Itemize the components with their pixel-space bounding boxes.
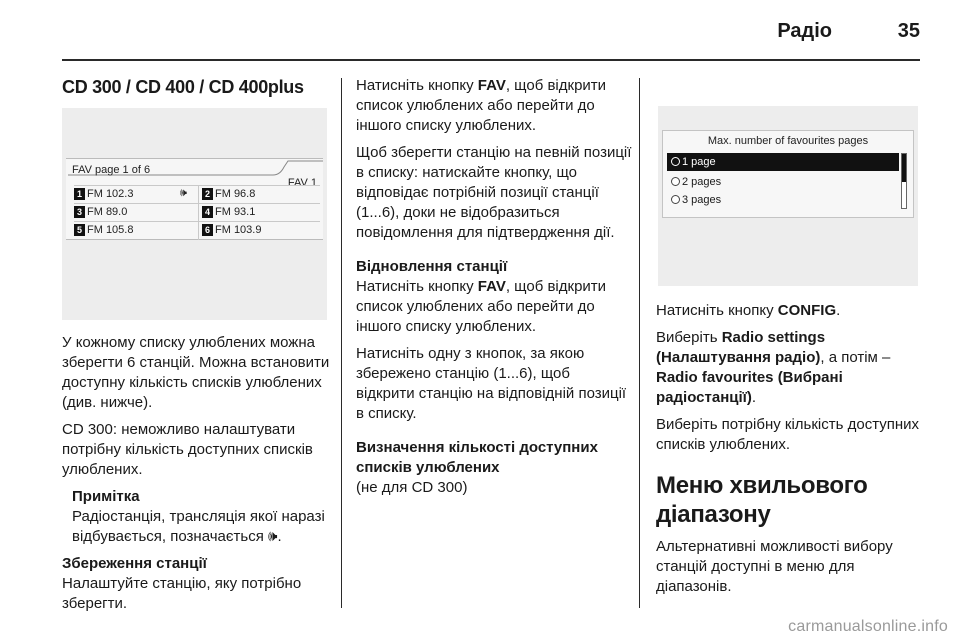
section-title: CD 300 / CD 400 / CD 400plus: [62, 77, 304, 97]
radio-settings-ref: Radio settings (Налаштування радіо): [656, 329, 826, 366]
middle-column: [356, 76, 632, 505]
paragraph: Натисніть кнопку CONFIG.: [656, 302, 841, 319]
config-button-ref: CONFIG: [777, 302, 837, 319]
column-divider-1: [341, 78, 342, 608]
scrollbar[interactable]: [901, 153, 907, 209]
radio-favourites-ref: Radio favourites (Вибрані радіостанції): [656, 369, 843, 406]
watermark: carmanualsonline.info: [788, 618, 948, 635]
paragraph: Налаштуйте станцію, яку потрібно зберегти.: [62, 575, 302, 612]
heading-band-menu: Меню хвильового діапазону: [656, 472, 868, 528]
fav-station-slot-3[interactable]: 3 FM 89.0: [74, 206, 127, 218]
favourites-pages-screen-image: [658, 106, 918, 286]
right-text: [656, 301, 926, 604]
option-2-pages[interactable]: 2 pages: [667, 173, 899, 191]
fav-station-grid: [74, 185, 320, 239]
fav-panel: [66, 158, 323, 240]
heading-favourites-count: Визначення кількості доступних списків улюблених: [356, 439, 598, 476]
paragraph: (не для CD 300): [356, 479, 468, 496]
radio-icon: [671, 157, 680, 166]
fav-button-ref: FAV: [477, 77, 506, 94]
fav-row: [74, 203, 320, 221]
left-text: [62, 333, 332, 621]
note-text: Радіостанція, трансляція якої наразі відбувається, позначається 🕪.: [72, 508, 325, 545]
option-1-page[interactable]: 1 page: [667, 153, 899, 171]
speaker-icon: 🕪: [180, 187, 187, 199]
fav-station-slot-4[interactable]: 4 FM 93.1: [202, 206, 255, 218]
fav-button-ref: FAV: [477, 278, 506, 295]
paragraph: У кожному списку улюблених можна зберегти 6 станцій. Можна встановити доступну кількість списків улюблених (див. нижче).: [62, 334, 330, 411]
paragraph: CD 300: неможливо налаштувати потрібну кількість доступних списків улюблених.: [62, 421, 313, 478]
fav-screen-image: [62, 108, 327, 320]
heading-save-station: Збереження станції: [62, 555, 207, 572]
header-rule: [62, 59, 920, 61]
radio-icon: [671, 177, 680, 186]
fav-row: [74, 185, 320, 203]
page-header: [62, 18, 920, 50]
left-column: [62, 76, 332, 98]
paragraph: Виберіть Radio settings (Налаштування радіо), а потім – Radio favourites (Вибрані радіостанції).: [656, 329, 891, 406]
paragraph: Виберіть потрібну кількість доступних списків улюблених.: [656, 416, 920, 453]
favourites-pages-panel: [662, 130, 914, 218]
note-title: Примітка: [72, 488, 140, 505]
paragraph: Альтернативні можливості вибору станцій доступні в меню для діапазонів.: [656, 538, 893, 595]
page-title: Радіо: [777, 20, 832, 42]
favourites-pages-title: Max. number of favourites pages: [707, 135, 869, 147]
paragraph: Щоб зберегти станцію на певній позиції в списку: натискайте кнопку, що відповідає потрібній позиції станції (1...6), доки не відобразиться повідомлення для підтвердження дії.: [356, 144, 632, 241]
paragraph: Натисніть кнопку FAV, щоб відкрити список улюблених або перейти до іншого списку улюблених.: [356, 278, 607, 335]
fav-station-slot-2[interactable]: 2 FM 96.8: [202, 188, 255, 200]
heading-restore-station: Відновлення станції: [356, 258, 508, 275]
fav-page-label: FAV page 1 of 6: [72, 164, 151, 176]
radio-icon: [671, 195, 680, 204]
option-3-pages[interactable]: 3 pages: [667, 191, 899, 209]
fav-station-slot-1[interactable]: 1 FM 102.3: [74, 188, 133, 200]
fav-row: [74, 221, 320, 239]
paragraph: Натисніть кнопку FAV, щоб відкрити список улюблених або перейти до іншого списку улюблених.: [356, 77, 607, 134]
paragraph: Натисніть одну з кнопок, за якою збережено станцію (1...6), щоб відкрити станцію на відповідній позиції в списку.: [356, 345, 627, 422]
page-number: 35: [897, 20, 920, 42]
column-divider-2: [639, 78, 640, 608]
fav-station-slot-5[interactable]: 5 FM 105.8: [74, 224, 133, 236]
fav-station-slot-6[interactable]: 6 FM 103.9: [202, 224, 261, 236]
fav-list-label: FAV 1: [287, 177, 317, 189]
note-block: [62, 487, 332, 547]
